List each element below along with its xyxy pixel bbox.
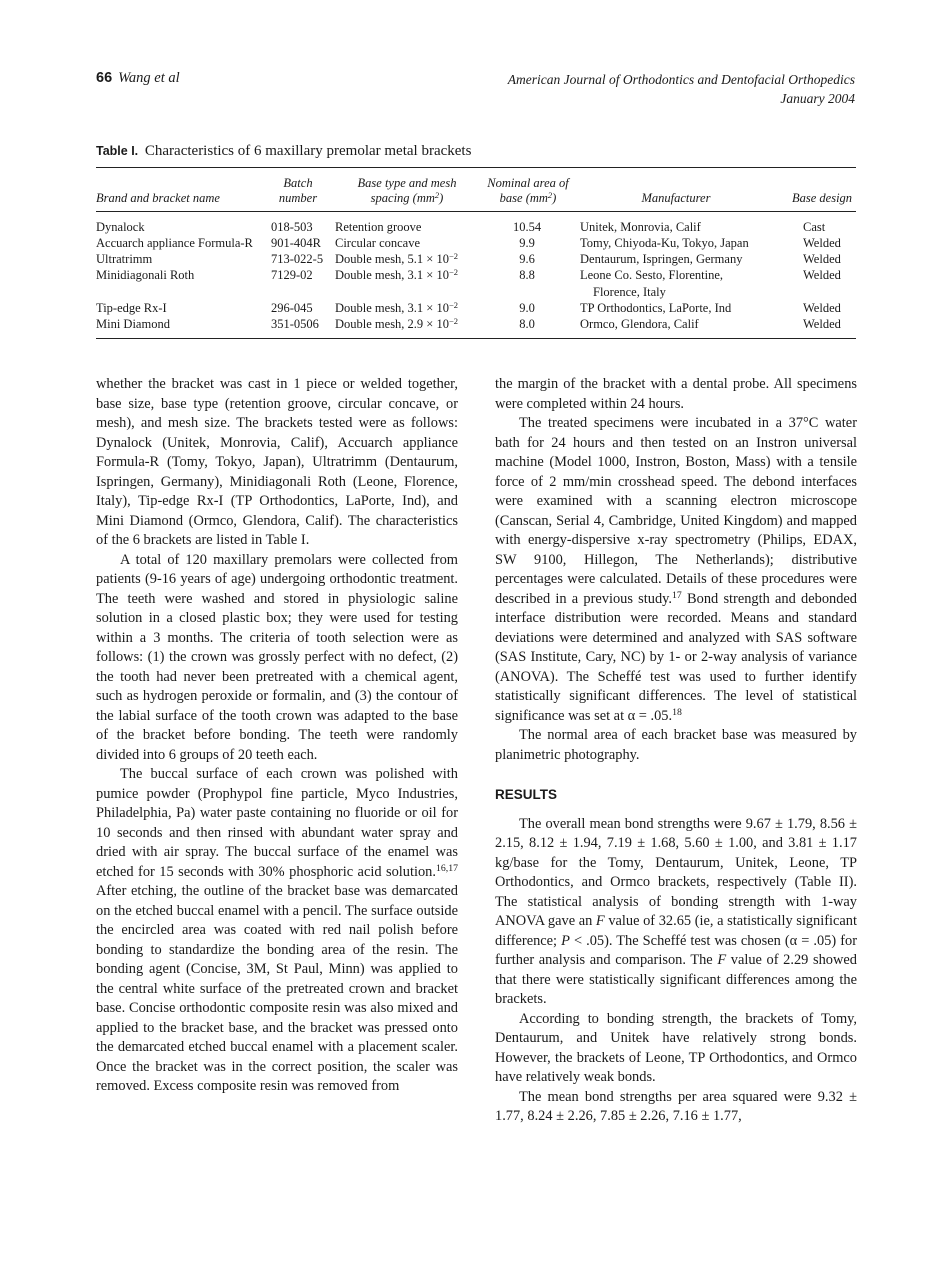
paragraph: According to bonding strength, the brackets of Tomy, Dentaurum, and Unitek have relatively strong bonds. However, the brackets of Leone, TP Orthodontics, and Ormco have relatively weak bonds. bbox=[495, 1010, 857, 1085]
paragraph-text: The buccal surface of each crown was polished with pumice powder (Prophypol fine particle, Myco Industries, Philadelphia, Pa) water paste containing no fluoride or oil for 10 seconds and then rinsed with abundant water spray and dried with air spray. The buccal surface of the enamel was etched for 15 seconds with 30% phosphoric acid solution. bbox=[96, 766, 458, 880]
header-base-line1: Base type and mesh bbox=[357, 176, 457, 190]
cell-brand: Accuarch appliance Formula-R bbox=[96, 236, 253, 250]
cell-base bbox=[335, 219, 421, 235]
cell-design: Cast bbox=[803, 220, 826, 234]
cell-brand: Mini Diamond bbox=[96, 317, 170, 331]
table-header-rule bbox=[96, 211, 856, 212]
page-number: 66 bbox=[96, 70, 113, 86]
cell-base bbox=[335, 235, 420, 251]
table-top-rule bbox=[96, 167, 856, 168]
cell-manufacturer: Dentaurum, Ispringen, Germany bbox=[580, 252, 743, 266]
paragraph-text: < .05). The Scheffé test was chosen (α = .05) for further analysis and comparison. The bbox=[495, 932, 857, 968]
right-text-column bbox=[495, 375, 857, 1127]
paragraph bbox=[495, 414, 857, 726]
table-caption bbox=[96, 143, 471, 160]
citation-ref[interactable]: 17 bbox=[672, 590, 682, 602]
header-base-text: spacing (mm bbox=[370, 191, 435, 205]
citation-ref[interactable]: 18 bbox=[672, 707, 682, 719]
running-header-left bbox=[96, 70, 180, 87]
cell-base bbox=[335, 316, 458, 332]
header-manufacturer: Manufacturer bbox=[641, 191, 711, 205]
paragraph: whether the bracket was cast in 1 piece or welded together, base size, base type (retention groove, circular concave, or mesh), and mesh size. The brackets tested were as follows: Dynalock (Unitek, Monrovia, Calif), Accuarch appliance Formula-R (Tomy, Tokyo, Japan), Ultratrimm (Dentaurum, Ispringen, Germany), Minidiagonali Roth (Leone, Florence, Italy), Tip-edge Rx-I (TP Orthodontics, LaPorte, Ind), and Mini Diamond (Ormco, Glendora, Calif). The characteristics of the 6 brackets are listed in Table I. bbox=[96, 376, 458, 548]
cell-area: 9.9 bbox=[519, 236, 535, 250]
cell-manufacturer-cont: Florence, Italy bbox=[593, 285, 666, 299]
cell-manufacturer: Tomy, Chiyoda-Ku, Tokyo, Japan bbox=[580, 236, 749, 250]
italic-symbol: F bbox=[595, 913, 605, 929]
table-label: Table I. bbox=[96, 144, 139, 158]
cell-manufacturer: TP Orthodontics, LaPorte, Ind bbox=[580, 301, 732, 315]
italic-symbol: F bbox=[717, 952, 727, 968]
cell-base-exponent: −2 bbox=[448, 267, 459, 278]
paragraph: The mean bond strengths per area squared were 9.32 ± 1.77, 8.24 ± 2.26, 7.85 ± 2.26, 7.16 ± 1.77, bbox=[495, 1088, 857, 1124]
header-batch-line1: Batch bbox=[283, 176, 313, 190]
paragraph-text: value of 2.29 showed that there were statistically significant differences among the brackets. bbox=[495, 952, 857, 1007]
header-base-type bbox=[342, 176, 472, 206]
paragraph-text: After etching, the outline of the bracket base was demarcated on the etched buccal enamel with a pencil. The surface outside the encircled area was coated with red nail polish before bonding to standardize the bonding area of the resin. The bonding agent (Concise, 3M, St Paul, Minn) was applied to the central white surface of the pretreated crown and bracket base. Concise orthodontic composite resin was also mixed and applied to the bracket base, and the bracket was pressed onto the demarcated etched buccal enamel with a placement scaler. Once the bracket was in the correct position, the scaler was removed. Excess composite resin was removed from bbox=[96, 883, 458, 1094]
cell-manufacturer: Unitek, Monrovia, Calif bbox=[580, 220, 701, 234]
cell-area: 8.0 bbox=[519, 317, 535, 331]
header-nominal-area bbox=[478, 176, 578, 206]
cell-design: Welded bbox=[803, 301, 841, 315]
journal-name: American Journal of Orthodontics and Dentofacial Orthopedics bbox=[507, 72, 855, 87]
cell-base-text: Double mesh, 3.1 × 10 bbox=[335, 301, 449, 315]
left-text-column bbox=[96, 375, 458, 1097]
italic-symbol: P bbox=[561, 932, 570, 949]
header-area-end: ) bbox=[552, 191, 557, 205]
header-area-line2 bbox=[478, 191, 578, 206]
cell-base-text: Retention groove bbox=[335, 220, 422, 234]
header-base-design: Base design bbox=[792, 191, 853, 205]
paragraph: A total of 120 maxillary premolars were collected from patients (9-16 years of age) undergoing orthodontic treatment. The teeth were washed and stored in physiologic saline solution in a closed plastic box; they were used for testing within a 3 months. The criteria of tooth selection were as follows: (1) the crown was grossly perfect with no defect, (2) the tooth had never been pretreated with a chemical agent, such as hydrogen peroxide or formalin, and (3) the contour of the labial surface of the tooth crown was adapted to the base of the bracket before bonding. The teeth were randomly divided into 6 groups of 20 teeth each. bbox=[96, 551, 458, 763]
header-base-end: ) bbox=[439, 191, 444, 205]
header-base-sup: 2 bbox=[434, 190, 440, 201]
cell-base bbox=[335, 251, 458, 267]
paragraph-text: Bond strength and debonded interface distribution were recorded. Means and standard deviations were determined and analyzed with SAS software (SAS Institute, Cary, NC) by 1- or 2-way analysis of variance (ANOVA). The Scheffé test was used to further identify statistically significant differences. The level of statistical significance was set at α = .05. bbox=[495, 590, 857, 724]
cell-base-exponent: −2 bbox=[448, 316, 459, 327]
table-bottom-rule bbox=[96, 338, 856, 339]
cell-base bbox=[335, 300, 458, 316]
cell-base-text: Double mesh, 3.1 × 10 bbox=[335, 268, 449, 282]
cell-area: 10.54 bbox=[512, 220, 542, 234]
cell-base bbox=[335, 267, 458, 283]
header-area-sup: 2 bbox=[547, 190, 553, 201]
cell-batch: 901-404R bbox=[271, 236, 321, 250]
cell-area: 8.8 bbox=[519, 268, 535, 282]
header-area-line1: Nominal area of bbox=[487, 176, 569, 190]
section-heading-results: RESULTS bbox=[495, 787, 558, 802]
cell-batch: 018-503 bbox=[271, 220, 313, 234]
cell-area: 9.6 bbox=[519, 252, 535, 266]
paragraph-text: The treated specimens were incubated in a 37°C water bath for 24 hours and then tested on an Instron universal machine (Model 1000, Instron, Boston, Mass) with a tensile force of 2 mm/min crosshead speed. The debond interfaces were examined with a scanning electron microscope (Canscan, Serial 4, Cambridge, United Kingdom) and mapped with energy-dispersive x-ray spectrometry (Philips, EDAX, SW 9100, Hillegon, The Netherlands); distributive percentages were calculated. Details of these procedures were described in a previous study. bbox=[495, 415, 857, 607]
issue-date: January 2004 bbox=[780, 91, 855, 106]
running-header-right bbox=[508, 70, 855, 108]
cell-base-text: Circular concave bbox=[335, 236, 421, 250]
cell-design: Welded bbox=[803, 317, 841, 331]
cell-brand: Dynalock bbox=[96, 220, 145, 234]
cell-area: 9.0 bbox=[519, 301, 535, 315]
paragraph bbox=[495, 815, 857, 1010]
cell-brand: Ultratrimm bbox=[96, 252, 153, 266]
paragraph bbox=[96, 765, 458, 1097]
cell-batch: 351-0506 bbox=[271, 317, 319, 331]
header-batch bbox=[262, 176, 334, 206]
cell-base-text: Double mesh, 2.9 × 10 bbox=[335, 317, 449, 331]
cell-batch: 713-022-5 bbox=[271, 252, 324, 266]
header-base-line2 bbox=[342, 191, 472, 206]
cell-batch: 296-045 bbox=[271, 301, 313, 315]
cell-base-exponent: −2 bbox=[448, 300, 459, 311]
cell-manufacturer: Leone Co. Sesto, Florentine, bbox=[580, 268, 724, 282]
cell-manufacturer: Ormco, Glendora, Calif bbox=[580, 317, 699, 331]
cell-batch: 7129-02 bbox=[271, 268, 313, 282]
cell-brand: Tip-edge Rx-I bbox=[96, 301, 167, 315]
table-title: Characteristics of 6 maxillary premolar metal brackets bbox=[144, 143, 472, 159]
header-batch-line2: number bbox=[278, 191, 318, 205]
author-line: Wang et al bbox=[118, 70, 180, 86]
cell-design: Welded bbox=[803, 268, 841, 282]
paragraph-text: value of 32.65 (ie, a statistically significant difference; bbox=[495, 913, 857, 949]
header-brand: Brand and bracket name bbox=[96, 191, 220, 205]
cell-base-text: Double mesh, 5.1 × 10 bbox=[335, 252, 449, 266]
paragraph: the margin of the bracket with a dental probe. All specimens were completed within 24 hours. bbox=[495, 376, 857, 412]
cell-design: Welded bbox=[803, 236, 841, 250]
cell-base-exponent: −2 bbox=[448, 251, 459, 262]
paragraph: The normal area of each bracket base was measured by planimetric photography. bbox=[495, 727, 857, 763]
citation-ref[interactable]: 16,17 bbox=[435, 863, 458, 875]
paragraph-text: The overall mean bond strengths were 9.67 ± 1.79, 8.56 ± 2.15, 8.12 ± 1.94, 7.19 ± 1.68, 5.60 ± 1.00, and 3.81 ± 1.17 kg/base for the Tomy, Dentaurum, Unitek, Leone, TP Orthodontics, and Ormco brackets, respectively (Table II). The statistical analysis of bonding strength with 1-way ANOVA gave an bbox=[495, 815, 857, 929]
header-area-text: base (mm bbox=[499, 191, 548, 205]
cell-brand: Minidiagonali Roth bbox=[96, 268, 195, 282]
cell-design: Welded bbox=[803, 252, 841, 266]
